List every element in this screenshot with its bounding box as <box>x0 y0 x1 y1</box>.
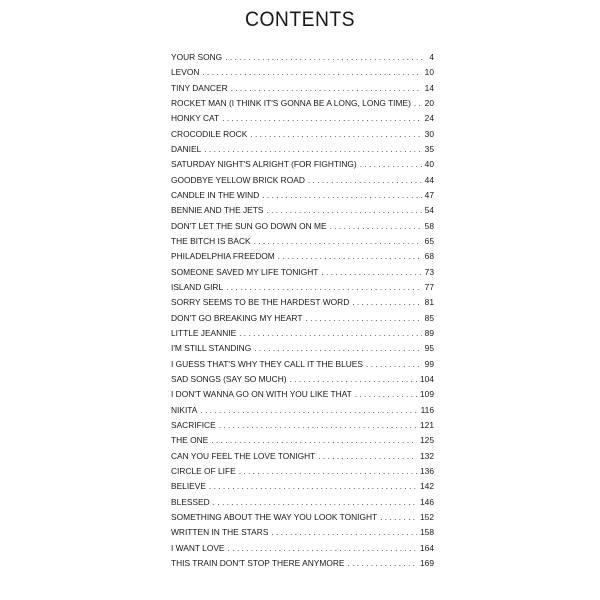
toc-entry <box>171 418 434 433</box>
toc-entry-page-number: 104 <box>420 373 434 384</box>
dot-leader <box>254 341 421 356</box>
dot-leader <box>266 203 421 218</box>
toc-entry-page-number: 99 <box>424 358 434 369</box>
toc-entry <box>171 96 434 111</box>
dot-leader <box>308 173 422 188</box>
toc-entry <box>171 173 434 188</box>
toc-entry-title: CANDLE IN THE WIND <box>171 189 260 200</box>
toc-entry-title: DON'T LET THE SUN GO DOWN ON ME <box>171 220 327 231</box>
dot-leader <box>262 188 421 203</box>
toc-entry-title: HONKY CAT <box>171 113 220 124</box>
toc-entry-page-number: 4 <box>429 52 434 62</box>
toc-entry-title: WRITTEN IN THE STARS <box>171 527 269 538</box>
toc-entry-title: NIKITA <box>171 404 198 415</box>
toc-entry <box>171 403 434 418</box>
toc-entry <box>171 341 434 356</box>
toc-entry-page-number: 30 <box>424 128 434 139</box>
toc-entry <box>171 372 434 387</box>
dot-leader <box>254 234 422 249</box>
toc-entry <box>171 556 434 571</box>
toc-entry <box>171 510 434 525</box>
dot-leader <box>347 556 417 571</box>
toc-entry <box>171 326 434 341</box>
toc-entry-page-number: 14 <box>424 82 434 93</box>
toc-entry-page-number: 132 <box>420 450 434 461</box>
toc-entry-title: PHILADELPHIA FREEDOM <box>171 251 275 262</box>
dot-leader <box>204 142 421 157</box>
table-of-contents <box>171 50 434 571</box>
dot-leader <box>414 96 422 111</box>
toc-entry-title: CAN YOU FEEL THE LOVE TONIGHT <box>171 450 316 461</box>
toc-entry-page-number: 146 <box>420 496 434 507</box>
toc-entry-title: BENNIE AND THE JETS <box>171 205 264 216</box>
toc-entry-page-number: 89 <box>424 327 434 338</box>
toc-entry-page-number: 44 <box>424 174 434 185</box>
dot-leader <box>366 357 422 372</box>
toc-entry-page-number: 164 <box>420 542 434 553</box>
toc-entry-page-number: 35 <box>424 143 434 154</box>
toc-entry-title: SAD SONGS (SAY SO MUCH) <box>171 373 287 384</box>
dot-leader <box>330 219 422 234</box>
toc-entry-title: I WANT LOVE <box>171 542 225 553</box>
dot-leader <box>225 50 426 65</box>
toc-entry <box>171 203 434 218</box>
dot-leader <box>231 81 422 96</box>
toc-entry-title: THE BITCH IS BACK <box>171 235 251 246</box>
toc-entry-page-number: 116 <box>420 404 434 415</box>
dot-leader <box>239 326 422 341</box>
toc-entry-title: LEVON <box>171 67 200 78</box>
toc-entry <box>171 433 434 448</box>
toc-entry <box>171 142 434 157</box>
toc-entry-title: BLESSED <box>171 496 210 507</box>
dot-leader <box>305 311 421 326</box>
toc-entry <box>171 357 434 372</box>
toc-entry-title: I'M STILL STANDING <box>171 343 252 354</box>
toc-entry-title: SOMEONE SAVED MY LIFE TONIGHT <box>171 266 319 277</box>
toc-entry-page-number: 73 <box>424 266 434 277</box>
toc-entry <box>171 219 434 234</box>
toc-entry-page-number: 136 <box>420 465 434 476</box>
dot-leader <box>271 525 417 540</box>
dot-leader <box>239 464 417 479</box>
dot-leader <box>211 433 417 448</box>
toc-entry <box>171 280 434 295</box>
toc-entry-page-number: 158 <box>420 527 434 538</box>
dot-leader <box>219 418 417 433</box>
dot-leader <box>213 495 417 510</box>
dot-leader <box>278 249 422 264</box>
toc-entry-page-number: 109 <box>420 389 434 400</box>
toc-entry-page-number: 81 <box>424 297 434 308</box>
dot-leader <box>200 403 417 418</box>
toc-entry <box>171 234 434 249</box>
toc-entry <box>171 311 434 326</box>
toc-entry <box>171 265 434 280</box>
dot-leader <box>355 387 417 402</box>
toc-entry-page-number: 68 <box>424 251 434 262</box>
toc-entry-page-number: 85 <box>424 312 434 323</box>
toc-entry-title: SACRIFICE <box>171 419 216 430</box>
toc-entry-title: SATURDAY NIGHT'S ALRIGHT (FOR FIGHTING) <box>171 159 357 170</box>
toc-entry-title: ROCKET MAN (I THINK IT'S GONNA BE A LONG, LONG TIME) <box>171 97 411 108</box>
dot-leader <box>202 65 421 80</box>
toc-entry <box>171 387 434 402</box>
toc-entry-title: BELIEVE <box>171 481 206 492</box>
page-title: CONTENTS <box>245 8 355 31</box>
toc-entry-title: ISLAND GIRL <box>171 281 224 292</box>
toc-entry <box>171 449 434 464</box>
toc-entry-title: CIRCLE OF LIFE <box>171 465 236 476</box>
toc-entry <box>171 249 434 264</box>
toc-entry-title: SORRY SEEMS TO BE THE HARDEST WORD <box>171 297 350 308</box>
toc-entry-page-number: 152 <box>420 511 434 522</box>
toc-entry-title: YOUR SONG <box>171 52 223 62</box>
toc-entry-page-number: 169 <box>420 557 434 568</box>
toc-entry-title: THE ONE <box>171 435 209 446</box>
toc-entry-title: DON'T GO BREAKING MY HEART <box>171 312 303 323</box>
toc-entry <box>171 111 434 126</box>
toc-entry <box>171 479 434 494</box>
toc-entry-page-number: 20 <box>424 97 434 108</box>
dot-leader <box>290 372 417 387</box>
toc-entry-title: LITTLE JEANNIE <box>171 327 237 338</box>
dot-leader <box>222 111 422 126</box>
toc-entry-title: CROCODILE ROCK <box>171 128 248 139</box>
toc-entry <box>171 50 434 65</box>
toc-entry-page-number: 65 <box>424 235 434 246</box>
dot-leader <box>226 280 422 295</box>
toc-entry-title: I GUESS THAT'S WHY THEY CALL IT THE BLUES <box>171 358 363 369</box>
toc-entry <box>171 65 434 80</box>
toc-entry <box>171 157 434 172</box>
toc-entry <box>171 464 434 479</box>
toc-entry-page-number: 142 <box>420 481 434 492</box>
toc-entry-page-number: 125 <box>420 435 434 446</box>
toc-entry <box>171 188 434 203</box>
toc-entry <box>171 127 434 142</box>
toc-entry-page-number: 24 <box>424 113 434 124</box>
toc-entry <box>171 495 434 510</box>
toc-entry-title: I DON'T WANNA GO ON WITH YOU LIKE THAT <box>171 389 352 400</box>
dot-leader <box>321 265 421 280</box>
dot-leader <box>318 449 417 464</box>
toc-entry-title: GOODBYE YELLOW BRICK ROAD <box>171 174 305 185</box>
toc-entry-title: DANIEL <box>171 143 202 154</box>
dot-leader <box>209 479 417 494</box>
toc-entry-page-number: 58 <box>424 220 434 231</box>
toc-entry-page-number: 95 <box>424 343 434 354</box>
toc-entry-page-number: 40 <box>424 159 434 170</box>
toc-entry-page-number: 121 <box>420 419 434 430</box>
toc-entry-page-number: 47 <box>424 189 434 200</box>
toc-entry <box>171 295 434 310</box>
dot-leader <box>380 510 417 525</box>
dot-leader <box>250 127 421 142</box>
toc-entry-title: TINY DANCER <box>171 82 228 93</box>
toc-entry-title: THIS TRAIN DON'T STOP THERE ANYMORE <box>171 557 345 568</box>
toc-entry <box>171 541 434 556</box>
toc-entry-page-number: 54 <box>424 205 434 216</box>
dot-leader <box>352 295 421 310</box>
toc-entry-page-number: 10 <box>424 67 434 78</box>
dot-leader <box>228 541 417 556</box>
toc-entry-title: SOMETHING ABOUT THE WAY YOU LOOK TONIGHT <box>171 511 378 522</box>
toc-entry-page-number: 77 <box>424 281 434 292</box>
toc-entry <box>171 81 434 96</box>
dot-leader <box>360 157 422 172</box>
toc-entry <box>171 525 434 540</box>
